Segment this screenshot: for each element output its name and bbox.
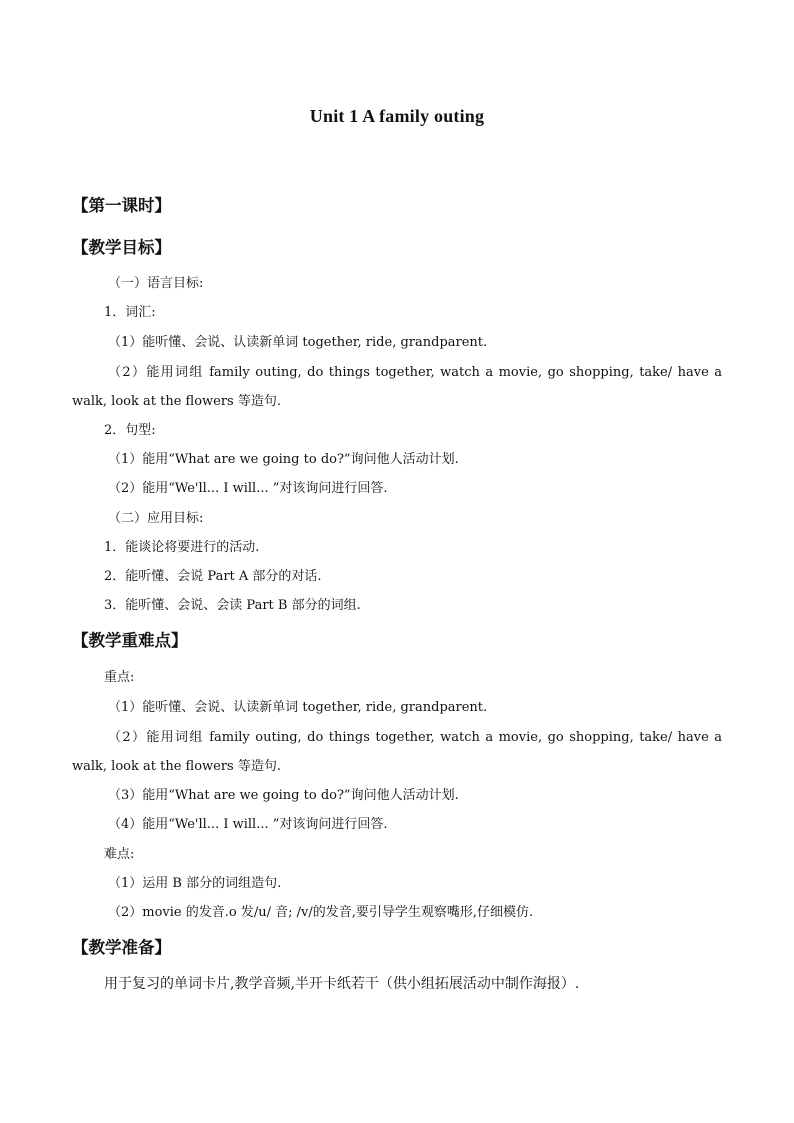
focus-item-3: （3）能用“What are we going to do?”询问他人活动计划. (108, 788, 459, 803)
focus-label: 重点: (104, 670, 135, 685)
vocab-item-2: （2）能用词组 family outing, do things together, watch a movie, go shopping, take/ have a (108, 365, 722, 380)
focus-item-2-cont: walk, look at the flowers 等造句. (72, 759, 281, 774)
difficulty-label: 难点: (104, 847, 135, 862)
preparation-heading: 【教学准备】 (72, 938, 171, 957)
lesson-heading: 【第一课时】 (72, 196, 171, 215)
focus-item-1: （1）能听懂、会说、认读新单词 together, ride, grandparent. (108, 700, 488, 715)
vocab-label: 1．词汇: (104, 305, 156, 320)
focus-item-2: （2）能用词组 family outing, do things together, watch a movie, go shopping, take/ have a (108, 730, 722, 745)
sentence-item-1: （1）能用“What are we going to do?”询问他人活动计划. (108, 452, 459, 467)
application-item-1: 1．能谈论将要进行的活动. (104, 540, 260, 555)
application-item-3: 3．能听懂、会说、会读 Part B 部分的词组. (104, 598, 361, 613)
key-points-heading: 【教学重难点】 (72, 631, 188, 650)
focus-item-4: （4）能用“We'll... I will... ”对该询问进行回答. (108, 817, 388, 832)
objectives-heading: 【教学目标】 (72, 238, 171, 257)
vocab-item-1: （1）能听懂、会说、认读新单词 together, ride, grandparent. (108, 335, 488, 350)
language-goal: （一）语言目标: (108, 276, 204, 291)
sentence-item-2: （2）能用“We'll... I will... ”对该询问进行回答. (108, 481, 388, 496)
application-goal: （二）应用目标: (108, 511, 204, 526)
difficulty-item-1: （1）运用 B 部分的词组造句. (108, 876, 282, 891)
vocab-item-2-cont: walk, look at the flowers 等造句. (72, 394, 281, 409)
document-title: Unit 1 A family outing (309, 106, 485, 126)
difficulty-item-2: （2）movie 的发音.o 发/u/ 音; /v/的发音,要引导学生观察嘴形,仔细模仿. (108, 905, 534, 920)
sentence-label: 2．句型: (104, 423, 156, 438)
application-item-2: 2．能听懂、会说 Part A 部分的对话. (104, 569, 322, 584)
preparation-text: 用于复习的单词卡片,教学音频,半开卡纸若干（供小组拓展活动中制作海报）. (104, 976, 580, 992)
